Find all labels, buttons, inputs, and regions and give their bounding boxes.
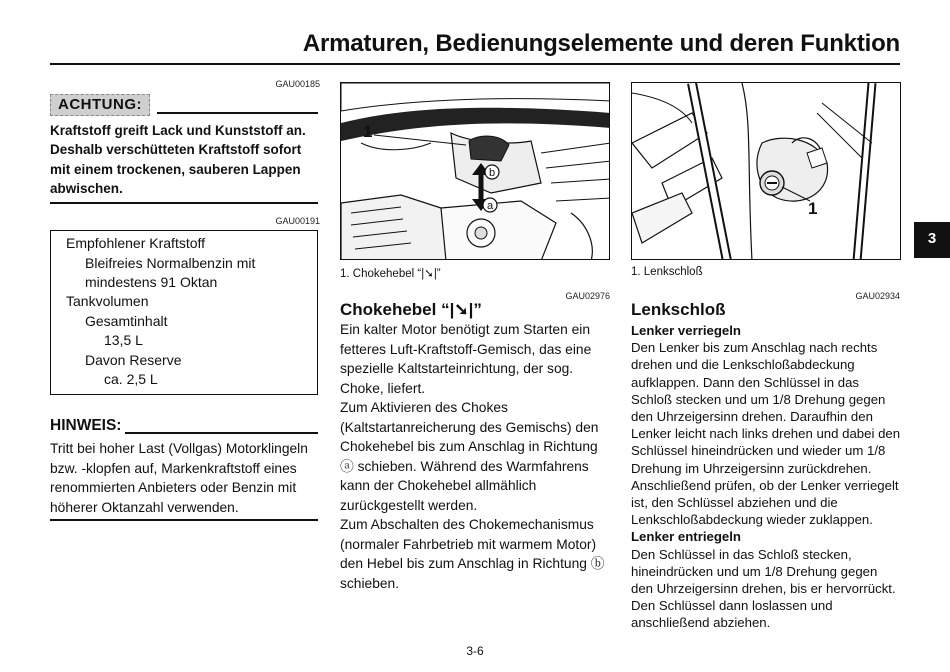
callout-number: 1 — [363, 122, 373, 141]
fuel-spec-line: Tankvolumen — [66, 293, 149, 309]
choke-body — [340, 320, 612, 593]
paragraph: Ein kalter Motor benötigt zum Starten ein fetteres Luft-Kraftstoff-Gemisch, das eine spezielle Kaltstarteinrichtung, der sog. Choke, liefert. — [340, 322, 592, 396]
warning-bottom-rule — [50, 202, 318, 204]
callout-b: b — [488, 167, 496, 179]
figure-caption: 1. Lenkschloß — [631, 266, 703, 278]
fuel-spec-line: ca. 2,5 L — [104, 371, 158, 387]
section-code: GAU02934 — [855, 291, 900, 301]
fuel-spec-box — [50, 230, 318, 395]
choke-lever-figure — [340, 82, 610, 260]
warning-label: ACHTUNG: — [50, 94, 150, 116]
choke-lever-illustration — [341, 83, 610, 260]
note-label: HINWEIS: — [50, 417, 122, 434]
fuel-spec-line: Davon Reserve — [85, 352, 182, 368]
paragraph: Zum Abschalten des Chokemechanismus (normaler Fahrbetrieb mit warmem Motor) den Hebel bis zum Anschlag in Richtung ⓑ schieben. — [340, 517, 605, 591]
section-heading: Lenkschloß — [631, 300, 726, 319]
fuel-spec-line: 13,5 L — [104, 332, 143, 348]
warning-text: Kraftstoff greift Lack und Kunststoff an. Deshalb verschütteten Kraftstoff sofort mit einem trockenen, sauberen Lappen abwischen. — [50, 123, 306, 196]
paragraph: Den Lenker bis zum Anschlag nach rechts drehen und die Lenkschloßabdeckung aufklappen. Dann den Schlüssel in das Schloß stecken und um 1/8 Drehung gegen den Uhrzeigersinn drehen. Daraufhin den Lenker leicht nach links drehen und dabei den Schlüssel hineindrücken und wieder um 1/8 Drehung im Uhrzeigersinn zurückdrehen. Anschließend prüfen, ob der Lenker verriegelt ist, den Schlüssel abziehen und die Lenkschloßabdeckung wieder zuklappen. — [631, 340, 901, 528]
section-code: GAU00185 — [275, 79, 320, 89]
paragraph: Zum Aktivieren des Chokes (Kaltstartanreicherung des Gemischs) den Chokehebel bis zum Anschlag in Richtung ⓐ schieben. Während des Warmfahrens kann der Chokehebel allmählich zurückgestellt werden. — [340, 400, 599, 513]
fuel-spec-line: Empfohlener Kraftstoff — [66, 235, 206, 251]
section-code: GAU00191 — [275, 216, 320, 226]
steering-lock-figure — [631, 82, 901, 260]
paragraph: Den Schlüssel in das Schloß stecken, hineindrücken und um 1/8 Drehung gegen den Uhrzeigersinn drehen, bis er hervorrückt. Den Schlüssel dann loslassen und anschließend abziehen. — [631, 546, 896, 631]
figure-caption: 1. Chokehebel “|➘|” — [340, 268, 441, 280]
page-title: Armaturen, Bedienungselemente und deren Funktion — [302, 30, 900, 57]
steering-lock-body — [631, 322, 901, 632]
callout-a: a — [486, 200, 494, 212]
section-code: GAU02976 — [565, 291, 610, 301]
header-rule — [50, 63, 900, 65]
subheading: Lenker verriegeln — [631, 323, 741, 338]
callout-number: 1 — [808, 199, 818, 218]
fuel-spec-line: mindestens 91 Oktan — [85, 274, 218, 290]
chapter-tab: 3 — [914, 222, 950, 258]
note-text: Tritt bei hoher Last (Vollgas) Motorklingeln bzw. -klopfen auf, Markenkraftstoff eines renommierten Anbieters oder Benzin mit höherer Oktanzahl verwenden. — [50, 441, 308, 515]
section-heading: Chokehebel “|➘|” — [340, 300, 482, 319]
warning-rule — [157, 112, 318, 114]
steering-lock-illustration — [632, 83, 901, 260]
note-bottom-rule — [50, 519, 318, 521]
fuel-spec-line: Gesamtinhalt — [85, 313, 168, 329]
note-rule — [125, 432, 318, 434]
subheading: Lenker entriegeln — [631, 529, 741, 545]
fuel-spec-line: Bleifreies Normalbenzin mit — [85, 255, 256, 271]
page-number: 3-6 — [466, 644, 484, 658]
